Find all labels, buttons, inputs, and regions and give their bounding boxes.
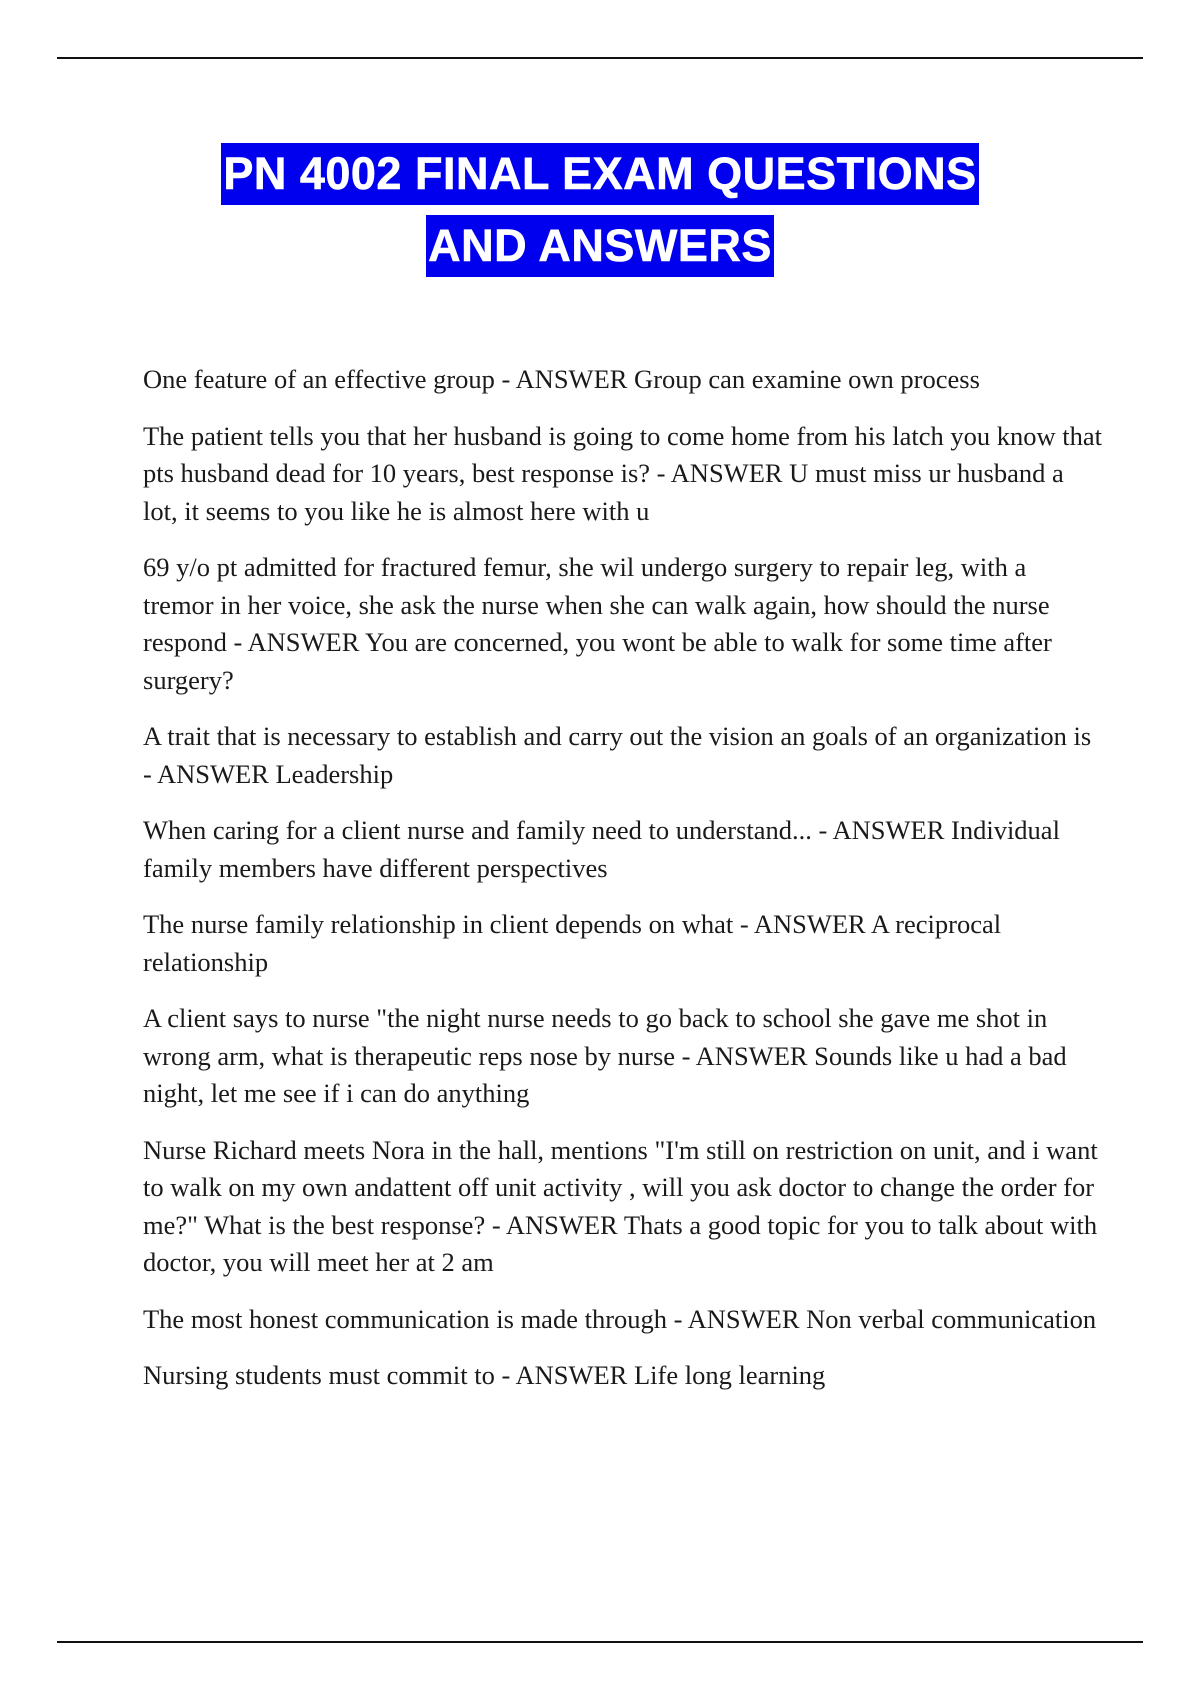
document-title: [0, 143, 1200, 277]
qa-item-8: Nurse Richard meets Nora in the hall, mentions "I'm still on restriction on unit, and i want to walk on my own andattent off unit activity , will you ask doctor to change the order for me?" What is the best response? - ANSWER Thats a good topic for you to talk about with doctor, you will meet her at 2 am: [143, 1134, 1098, 1277]
top-rule: [57, 57, 1143, 59]
bottom-rule: [57, 1641, 1143, 1643]
qa-item-10: Nursing students must commit to - ANSWER Life long learning: [143, 1360, 826, 1390]
qa-item-5: When caring for a client nurse and family need to understand... - ANSWER Individual family members have different perspectives: [143, 815, 1060, 883]
qa-item-3: 69 y/o pt admitted for fractured femur, she wil undergo surgery to repair leg, with a tremor in her voice, she ask the nurse when she can walk again, how should the nurse respond - ANSWER You are concerned, you wont be able to walk for some time after surgery?: [143, 552, 1052, 695]
question-answer-list: [143, 361, 1103, 1414]
qa-item-2: The patient tells you that her husband is going to come home from his latch you know that pts husband dead for 10 years, best response is? - ANSWER U must miss ur husband a lot, it seems to you like he is almost here with u: [143, 420, 1102, 526]
qa-item-9: The most honest communication is made through - ANSWER Non verbal communication: [143, 1303, 1097, 1334]
qa-item-1: One feature of an effective group - ANSWER Group can examine own process: [143, 364, 980, 394]
title-line-2: AND ANSWERS: [426, 215, 774, 277]
qa-item-7: A client says to nurse "the night nurse needs to go back to school she gave me shot in wrong arm, what is therapeutic reps nose by nurse - ANSWER Sounds like u had a bad night, let me see if i can do anything: [143, 1003, 1067, 1108]
qa-item-4: A trait that is necessary to establish and carry out the vision an goals of an organization is - ANSWER Leadership: [143, 721, 1092, 789]
qa-item-6: The nurse family relationship in client depends on what - ANSWER A reciprocal relationship: [143, 909, 1002, 977]
title-line-1: PN 4002 FINAL EXAM QUESTIONS: [221, 143, 978, 205]
